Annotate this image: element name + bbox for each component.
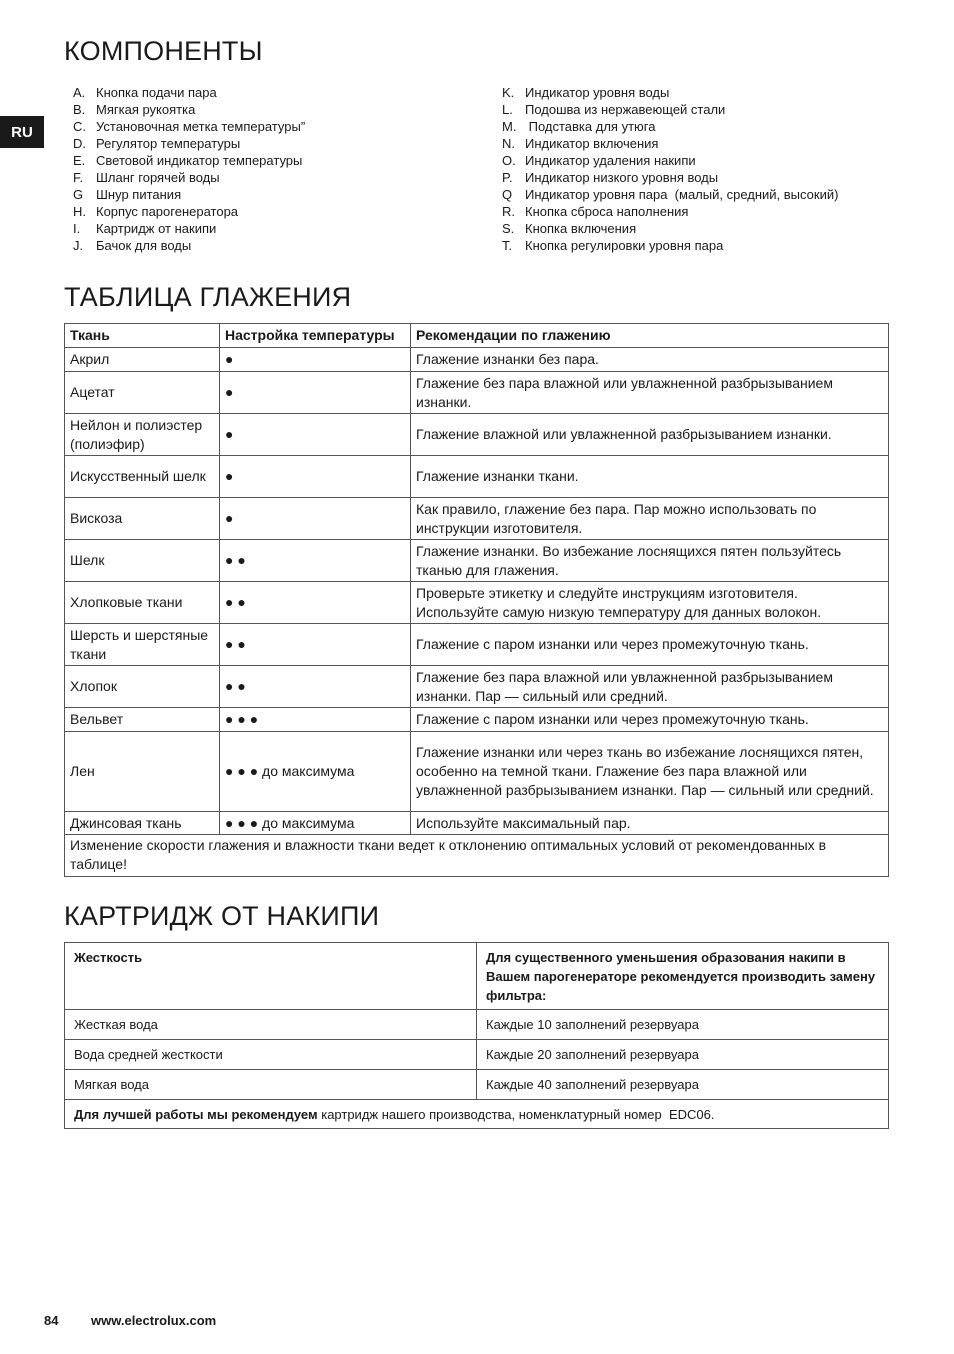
header-recommendation: Рекомендации по глажению bbox=[411, 324, 889, 348]
recommendation-cell: Глажение без пара влажной или увлажненной разбрызыванием изнанки. bbox=[411, 372, 889, 414]
recommendation-cell: Глажение изнанки. Во избежание лоснящихся пятен пользуйтесь тканью для глажения. bbox=[411, 540, 889, 582]
component-item: Q Индикатор уровня пара (малый, средний, высокий) bbox=[502, 187, 839, 202]
component-item: F. Шланг горячей воды bbox=[73, 170, 220, 185]
table-footnote-row bbox=[65, 835, 889, 877]
recommendation-cell: Глажение изнанки без пара. bbox=[411, 348, 889, 372]
fabric-cell: Джинсовая ткань bbox=[65, 812, 220, 835]
website-link[interactable]: www.electrolux.com bbox=[91, 1313, 217, 1328]
component-item: B. Мягкая рукоятка bbox=[73, 102, 196, 117]
components-list-right bbox=[502, 84, 838, 254]
temperature-cell: ● ● bbox=[220, 582, 411, 624]
component-item: M. Подставка для утюга bbox=[502, 119, 656, 134]
recommendation-cell: Глажение изнанки ткани. bbox=[411, 456, 889, 498]
table-row bbox=[65, 498, 889, 540]
table-row bbox=[65, 372, 889, 414]
fabric-cell: Искусственный шелк bbox=[65, 456, 220, 498]
temperature-cell: ● bbox=[220, 456, 411, 498]
cartridge-table bbox=[64, 942, 889, 1129]
interval-cell: Каждые 20 заполнений резервуара bbox=[477, 1040, 889, 1070]
temperature-cell: ● ● bbox=[220, 666, 411, 708]
temperature-cell: ● ● ● bbox=[220, 708, 411, 732]
temperature-cell: ● ● bbox=[220, 624, 411, 666]
temperature-cell: ● bbox=[220, 498, 411, 540]
cartridge-note-bold: Для лучшей работы мы рекомендуем bbox=[74, 1106, 318, 1122]
fabric-cell: Вискоза bbox=[65, 498, 220, 540]
component-item: P. Индикатор низкого уровня воды bbox=[502, 170, 719, 185]
table-header-row bbox=[65, 943, 889, 1010]
table-row bbox=[65, 666, 889, 708]
fabric-cell: Шелк bbox=[65, 540, 220, 582]
recommendation-cell: Глажение с паром изнанки или через промежуточную ткань. bbox=[411, 624, 889, 666]
recommendation-cell: Используйте максимальный пар. bbox=[411, 812, 889, 835]
component-item: J. Бачок для воды bbox=[73, 238, 192, 253]
fabric-cell: Лен bbox=[65, 732, 220, 812]
table-header-row bbox=[65, 324, 889, 348]
table-row bbox=[65, 456, 889, 498]
fabric-cell: Хлопковые ткани bbox=[65, 582, 220, 624]
component-item: E. Световой индикатор температуры bbox=[73, 153, 303, 168]
hardness-cell: Жесткая вода bbox=[65, 1010, 477, 1040]
temperature-cell: ● bbox=[220, 348, 411, 372]
component-item: D. Регулятор температуры bbox=[73, 136, 241, 151]
header-fabric: Ткань bbox=[65, 324, 220, 348]
table-row bbox=[65, 540, 889, 582]
language-tab: RU bbox=[0, 116, 44, 148]
recommendation-cell: Глажение с паром изнанки или через промежуточную ткань. bbox=[411, 708, 889, 732]
component-item: C. Установочная метка температуры” bbox=[73, 119, 306, 134]
component-item: T. Кнопка регулировки уровня пара bbox=[502, 238, 724, 253]
fabric-cell: Шерсть и шерстяные ткани bbox=[65, 624, 220, 666]
table-note-row bbox=[65, 1100, 889, 1129]
component-item: K. Индикатор уровня воды bbox=[502, 85, 670, 100]
table-row bbox=[65, 732, 889, 812]
component-item: S. Кнопка включения bbox=[502, 221, 637, 236]
fabric-cell: Ацетат bbox=[65, 372, 220, 414]
temperature-cell: ● ● bbox=[220, 540, 411, 582]
interval-cell: Каждые 40 заполнений резервуара bbox=[477, 1070, 889, 1100]
table-row bbox=[65, 812, 889, 835]
table-row bbox=[65, 414, 889, 456]
temperature-cell: ● bbox=[220, 372, 411, 414]
header-hardness: Жесткость bbox=[65, 943, 477, 1010]
recommendation-cell: Проверьте этикетку и следуйте инструкциям изготовителя. Используйте самую низкую температуру для данных волокон. bbox=[411, 582, 889, 624]
components-title: КОМПОНЕНТЫ bbox=[64, 36, 263, 66]
component-item: H. Корпус парогенератора bbox=[73, 204, 239, 219]
table-row bbox=[65, 1040, 889, 1070]
table-row bbox=[65, 1010, 889, 1040]
components-list-left bbox=[73, 84, 305, 254]
interval-cell: Каждые 10 заполнений резервуара bbox=[477, 1010, 889, 1040]
temperature-cell: ● ● ● до максимума bbox=[220, 732, 411, 812]
header-temperature: Настройка температуры bbox=[220, 324, 411, 348]
recommendation-cell: Глажение изнанки или через ткань во избежание лоснящихся пятен, особенно на темной ткани. Глажение без пара влажной или увлажненной разбрызыванием изнанки. Пар — сильный или средний. bbox=[411, 732, 889, 812]
ironing-table-title: ТАБЛИЦА ГЛАЖЕНИЯ bbox=[64, 282, 352, 312]
component-item: G Шнур питания bbox=[73, 187, 182, 202]
hardness-cell: Мягкая вода bbox=[65, 1070, 477, 1100]
ironing-footnote: Изменение скорости глажения и влажности ткани ведет к отклонению оптимальных условий от рекомендованных в таблице! bbox=[65, 835, 889, 877]
component-item: L. Подошва из нержавеющей стали bbox=[502, 102, 726, 117]
hardness-cell: Вода средней жесткости bbox=[65, 1040, 477, 1070]
ironing-table bbox=[64, 323, 889, 877]
header-replacement: Для существенного уменьшения образования накипи в Вашем парогенераторе рекомендуется производить замену фильтра: bbox=[477, 943, 889, 1010]
fabric-cell: Акрил bbox=[65, 348, 220, 372]
component-item: I. Картридж от накипи bbox=[73, 221, 217, 236]
temperature-cell: ● ● ● до максимума bbox=[220, 812, 411, 835]
table-row bbox=[65, 1070, 889, 1100]
fabric-cell: Хлопок bbox=[65, 666, 220, 708]
table-row bbox=[65, 624, 889, 666]
cartridge-title: КАРТРИДЖ ОТ НАКИПИ bbox=[64, 901, 380, 931]
temperature-cell: ● bbox=[220, 414, 411, 456]
recommendation-cell: Как правило, глажение без пара. Пар можно использовать по инструкции изготовителя. bbox=[411, 498, 889, 540]
table-row bbox=[65, 582, 889, 624]
component-item: O. Индикатор удаления накипи bbox=[502, 153, 696, 168]
component-item: R. Кнопка сброса наполнения bbox=[502, 204, 689, 219]
page-number: 84 bbox=[44, 1313, 59, 1328]
cartridge-note bbox=[65, 1100, 889, 1129]
component-item: A. Кнопка подачи пара bbox=[73, 85, 217, 100]
table-row bbox=[65, 348, 889, 372]
table-row bbox=[65, 708, 889, 732]
component-item: N. Индикатор включения bbox=[502, 136, 659, 151]
fabric-cell: Нейлон и полиэстер (полиэфир) bbox=[65, 414, 220, 456]
fabric-cell: Вельвет bbox=[65, 708, 220, 732]
recommendation-cell: Глажение без пара влажной или увлажненной разбрызыванием изнанки. Пар — сильный или средний. bbox=[411, 666, 889, 708]
cartridge-note-text: картридж нашего производства, номенклатурный номер EDC06. bbox=[317, 1106, 715, 1122]
recommendation-cell: Глажение влажной или увлажненной разбрызыванием изнанки. bbox=[411, 414, 889, 456]
